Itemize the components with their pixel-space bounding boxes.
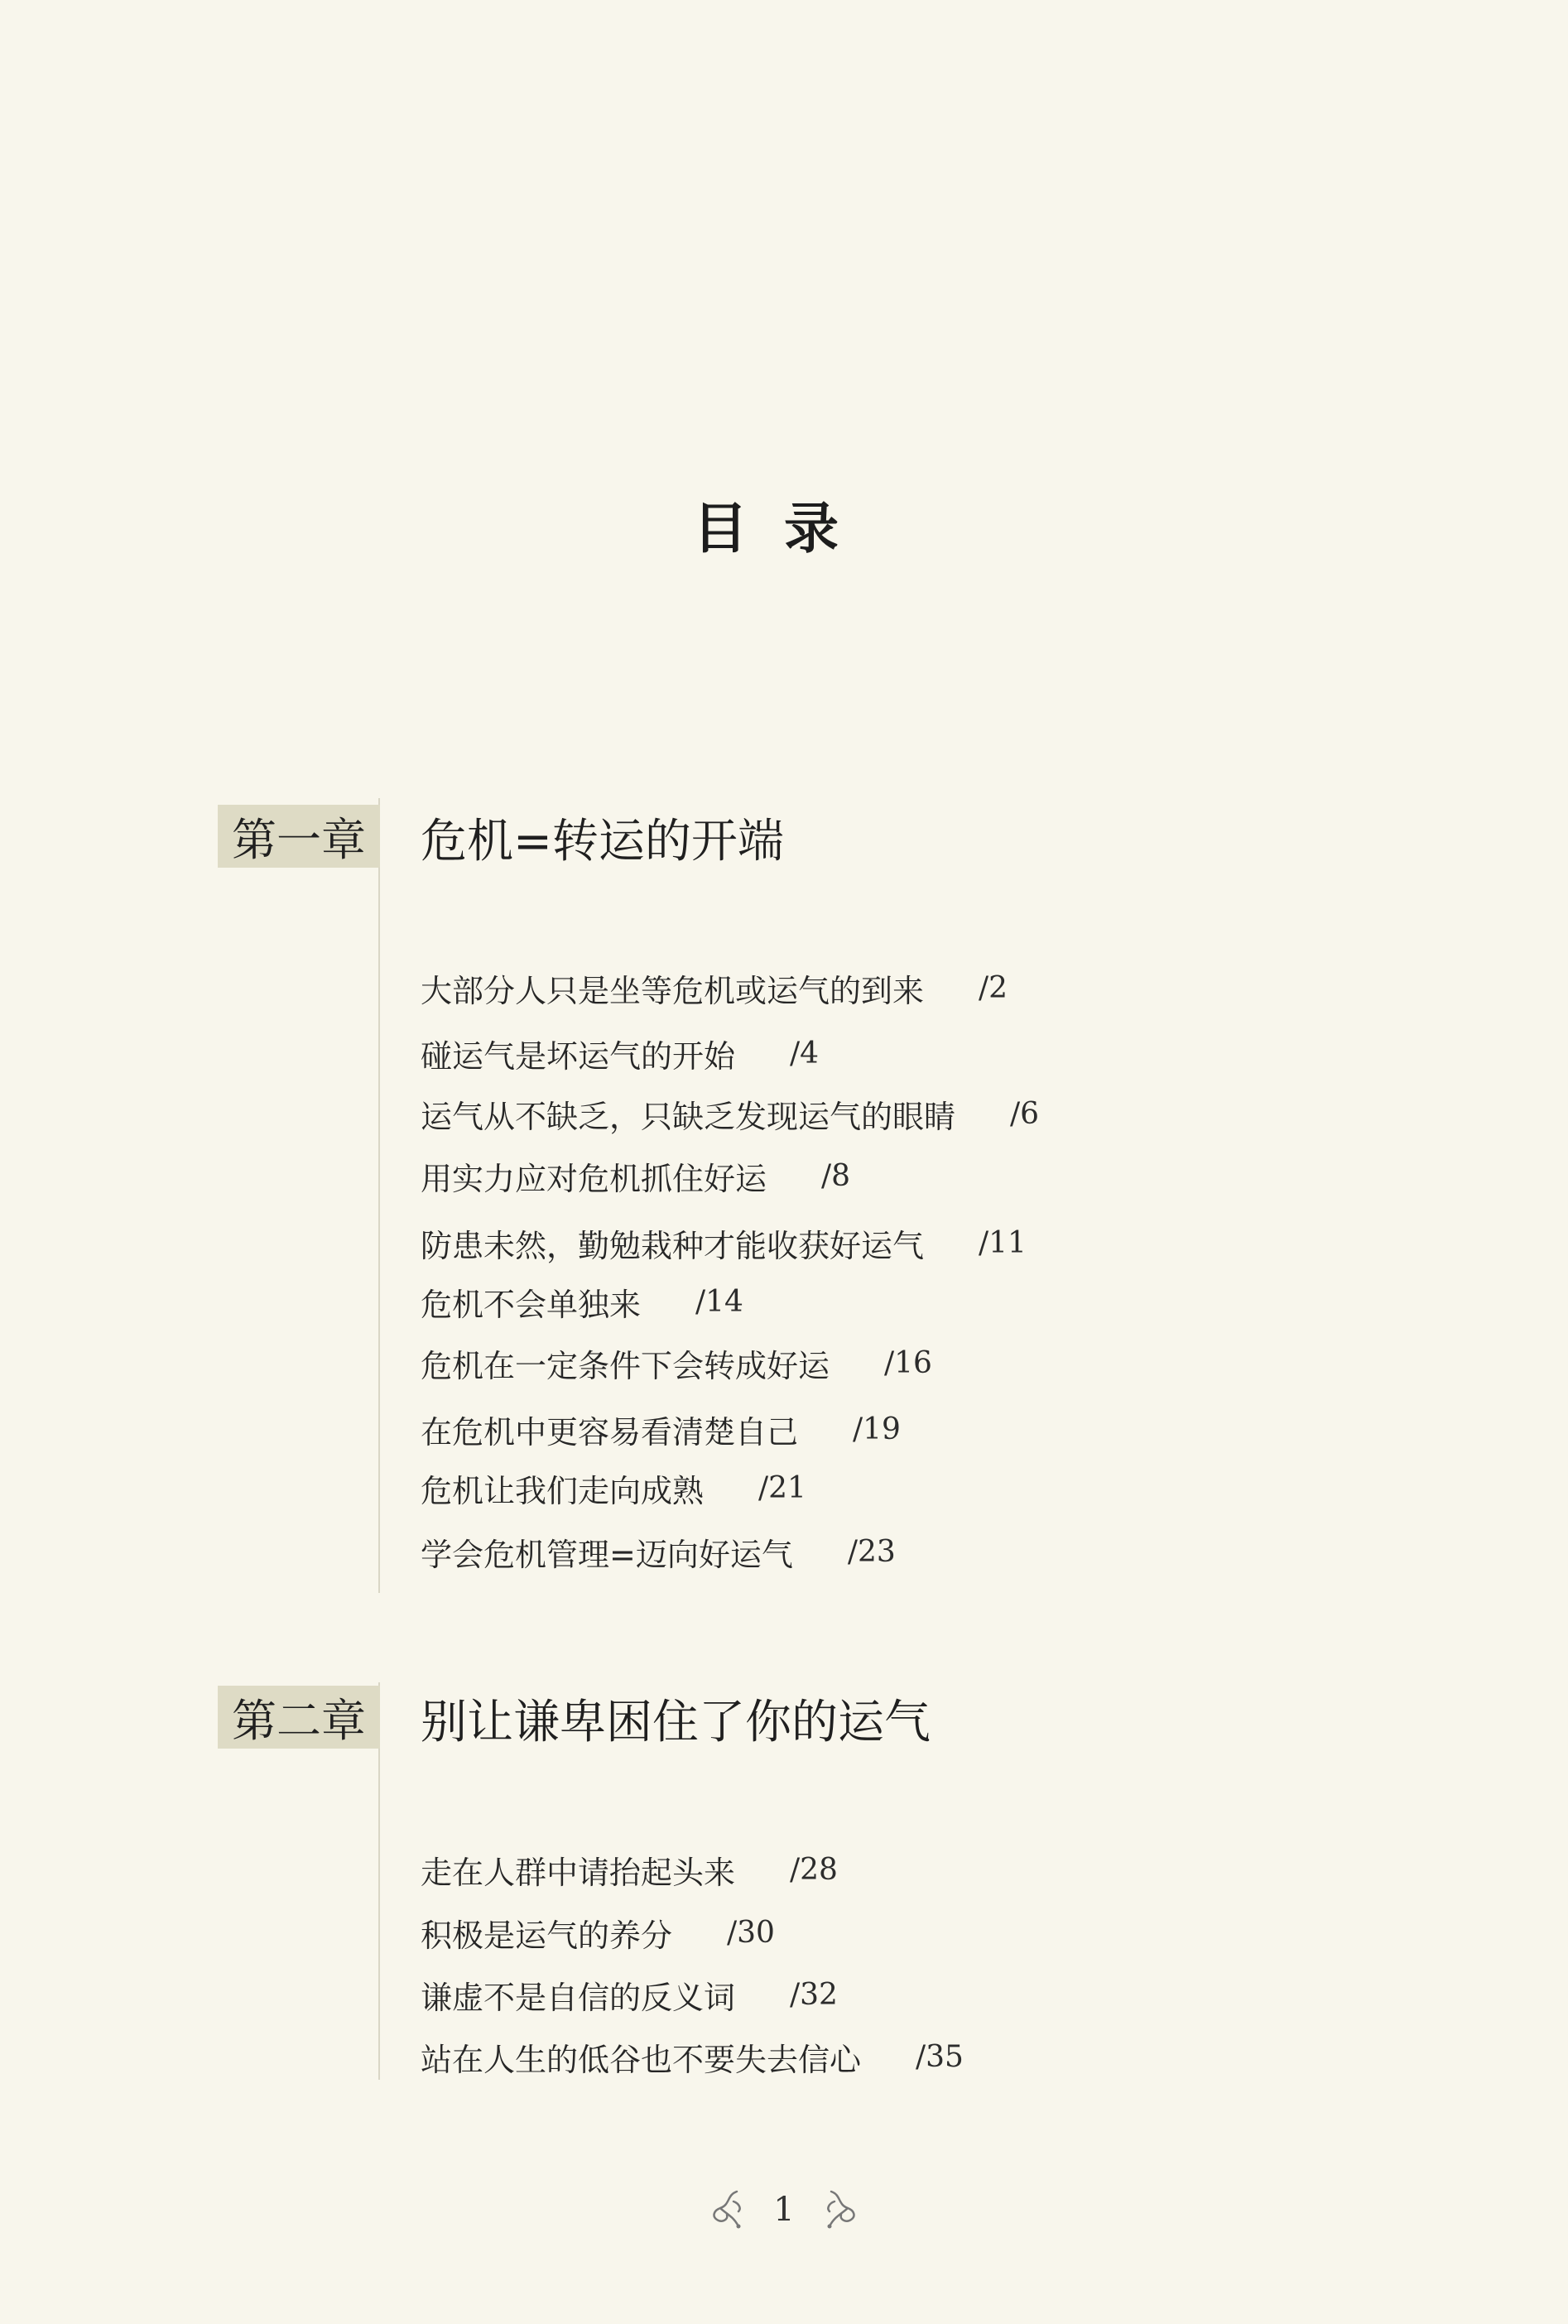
toc-entry[interactable] bbox=[421, 1093, 1039, 1134]
toc-entry-title: 学会危机管理=迈向好运气 bbox=[421, 1536, 793, 1573]
toc-entry-title: 积极是运气的养分 bbox=[421, 1917, 673, 1954]
toc-entry[interactable] bbox=[421, 1222, 1027, 1263]
toc-entry-page: /11 bbox=[979, 1225, 1027, 1260]
toc-entry-title: 大部分人只是坐等危机或运气的到来 bbox=[421, 972, 925, 1009]
toc-entry[interactable] bbox=[421, 1155, 850, 1196]
toc-entry[interactable] bbox=[421, 1408, 901, 1450]
toc-entry-title: 危机让我们走向成熟 bbox=[421, 1472, 705, 1509]
toc-entry[interactable] bbox=[421, 1531, 896, 1572]
toc-entry[interactable] bbox=[421, 1342, 932, 1383]
toc-entry-title: 在危机中更容易看清楚自己 bbox=[421, 1413, 799, 1451]
toc-entry-page: /2 bbox=[979, 970, 1008, 1005]
toc-entry-title: 走在人群中请抬起头来 bbox=[421, 1854, 736, 1891]
toc-title: 目录 bbox=[693, 496, 875, 561]
toc-entry-page: /35 bbox=[916, 2039, 964, 2074]
toc-entry-title: 危机在一定条件下会转成好运 bbox=[421, 1347, 830, 1384]
toc-entry-title: 站在人生的低谷也不要失去信心 bbox=[421, 2041, 862, 2078]
flourish-icon bbox=[823, 2187, 863, 2233]
toc-entry-page: /19 bbox=[853, 1412, 901, 1446]
toc-entry[interactable] bbox=[421, 1912, 775, 1953]
toc-entry[interactable] bbox=[421, 1032, 819, 1074]
flourish-icon bbox=[705, 2187, 745, 2233]
toc-entry[interactable] bbox=[421, 967, 1008, 1008]
toc-entry-title: 危机不会单独来 bbox=[421, 1286, 642, 1323]
toc-entry-page: /32 bbox=[790, 1977, 838, 2012]
toc-entry-page: /4 bbox=[790, 1036, 820, 1071]
toc-entry[interactable] bbox=[421, 1974, 838, 2015]
page-footer bbox=[0, 2181, 1568, 2239]
toc-entry[interactable] bbox=[421, 2036, 964, 2077]
toc-entry-page: /16 bbox=[884, 1345, 932, 1380]
toc-entry-page: /21 bbox=[758, 1470, 806, 1505]
toc-entry-page: /23 bbox=[847, 1534, 896, 1569]
toc-entry-page: /14 bbox=[695, 1284, 743, 1319]
toc-entry-title: 用实力应对危机抓住好运 bbox=[421, 1160, 767, 1197]
toc-entry[interactable] bbox=[421, 1281, 743, 1322]
toc-entry-title: 碰运气是坏运气的开始 bbox=[421, 1037, 736, 1075]
toc-entry-title: 运气从不缺乏，只缺乏发现运气的眼睛 bbox=[421, 1098, 956, 1135]
chapter-label: 第一章 bbox=[218, 805, 380, 868]
chapter-label: 第二章 bbox=[218, 1686, 380, 1749]
chapter-title: 别让谦卑困住了你的运气 bbox=[421, 1696, 931, 1749]
toc-entry[interactable] bbox=[421, 1849, 838, 1890]
chapter-divider-rule bbox=[378, 798, 380, 1593]
toc-entry-page: /8 bbox=[821, 1158, 851, 1193]
page-number: 1 bbox=[773, 2191, 795, 2229]
chapter-title: 危机=转运的开端 bbox=[421, 815, 784, 868]
toc-entry-title: 谦虚不是自信的反义词 bbox=[421, 1979, 736, 2016]
toc-entry[interactable] bbox=[421, 1467, 806, 1508]
toc-entry-page: /6 bbox=[1010, 1096, 1040, 1131]
toc-entry-title: 防患未然，勤勉栽种才能收获好运气 bbox=[421, 1227, 925, 1264]
toc-entry-page: /28 bbox=[790, 1852, 838, 1887]
toc-entry-page: /30 bbox=[727, 1915, 775, 1950]
